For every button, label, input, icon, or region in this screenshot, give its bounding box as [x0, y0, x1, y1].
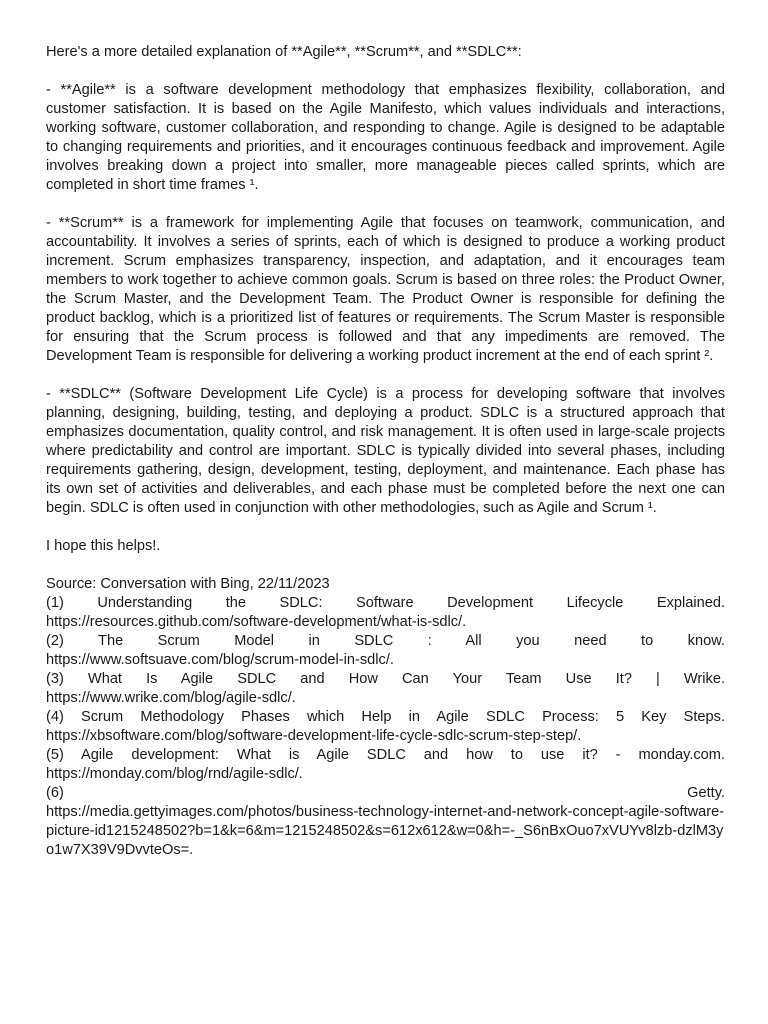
reference-url[interactable]: https://resources.github.com/software-development/what-is-sdlc/. — [46, 614, 467, 630]
reference-item — [46, 784, 725, 860]
reference-url[interactable]: https://media.gettyimages.com/photos/business-technology-internet-and-network-concept-agile-software-picture-id1215248502?b=1&k=6&m=1215248502&s=612x612&w=0&h=-_S6nBxOuo7xVUYv8lzb-dzlM3yo1w7X39V9DvvteOs=. — [46, 804, 725, 858]
reference-title: (1) Understanding the SDLC: Software Development Lifecycle Explained. — [46, 595, 725, 611]
reference-item — [46, 708, 725, 746]
blank-line — [46, 62, 725, 81]
reference-item — [46, 670, 725, 708]
reference-title: (3) What Is Agile SDLC and How Can Your Team Use It? | Wrike. — [46, 671, 725, 687]
reference-url[interactable]: https://monday.com/blog/rnd/agile-sdlc/. — [46, 766, 303, 782]
reference-title: (6) Getty. — [46, 785, 725, 801]
scrum-paragraph: - **Scrum** is a framework for implementing Agile that focuses on teamwork, communication, and accountability. It involves a series of sprints, each of which is designed to produce a working product increment. Scrum emphasizes transparency, inspection, and adaptation, and it encourages team members to work together to achieve common goals. Scrum is based on three roles: the Product Owner, the Scrum Master, and the Development Team. The Product Owner is responsible for defining the product backlog, which is a prioritized list of features or requirements. The Scrum Master is responsible for ensuring that the Scrum process is followed and that any impediments are removed. The Development Team is responsible for delivering a working product increment at the end of each sprint ². — [46, 215, 725, 364]
reference-title: (5) Agile development: What is Agile SDLC and how to use it? - monday.com. — [46, 747, 725, 763]
blank-line — [46, 518, 725, 537]
reference-title: (4) Scrum Methodology Phases which Help in Agile SDLC Process: 5 Key Steps. — [46, 709, 725, 725]
source-line: Source: Conversation with Bing, 22/11/2023 — [46, 576, 330, 592]
blank-line — [46, 556, 725, 575]
reference-item — [46, 746, 725, 784]
closing-line: I hope this helps!. — [46, 538, 161, 554]
agile-paragraph: - **Agile** is a software development methodology that emphasizes flexibility, collaboration, and customer satisfaction. It is based on the Agile Manifesto, which values individuals and interactions, working software, customer collaboration, and responding to change. Agile is designed to be adaptable to changing requirements and priorities, and it encourages continuous feedback and improvement. Agile involves breaking down a project into smaller, more manageable pieces called sprints, which are completed in short time frames ¹. — [46, 82, 725, 193]
reference-url[interactable]: https://xbsoftware.com/blog/software-development-life-cycle-sdlc-scrum-step-step/. — [46, 728, 582, 744]
sdlc-paragraph: - **SDLC** (Software Development Life Cycle) is a process for developing software that involves planning, designing, building, testing, and deploying a product. SDLC is a structured approach that emphasizes documentation, quality control, and risk management. It is often used in large-scale projects where predictability and control are important. SDLC is typically divided into several phases, including requirements gathering, design, development, testing, deployment, and maintenance. Each phase has its own set of activities and deliverables, and each phase must be completed before the next one can begin. SDLC is often used in conjunction with other methodologies, such as Agile and Scrum ¹. — [46, 386, 725, 516]
reference-title: (2) The Scrum Model in SDLC : All you need to know. — [46, 633, 725, 649]
intro-line: Here's a more detailed explanation of **Agile**, **Scrum**, and **SDLC**: — [46, 44, 522, 60]
reference-url[interactable]: https://www.wrike.com/blog/agile-sdlc/. — [46, 690, 296, 706]
blank-line — [46, 195, 725, 214]
reference-item — [46, 594, 725, 632]
reference-item — [46, 632, 725, 670]
document-body — [46, 43, 725, 860]
reference-url[interactable]: https://www.softsuave.com/blog/scrum-model-in-sdlc/. — [46, 652, 394, 668]
blank-line — [46, 366, 725, 385]
